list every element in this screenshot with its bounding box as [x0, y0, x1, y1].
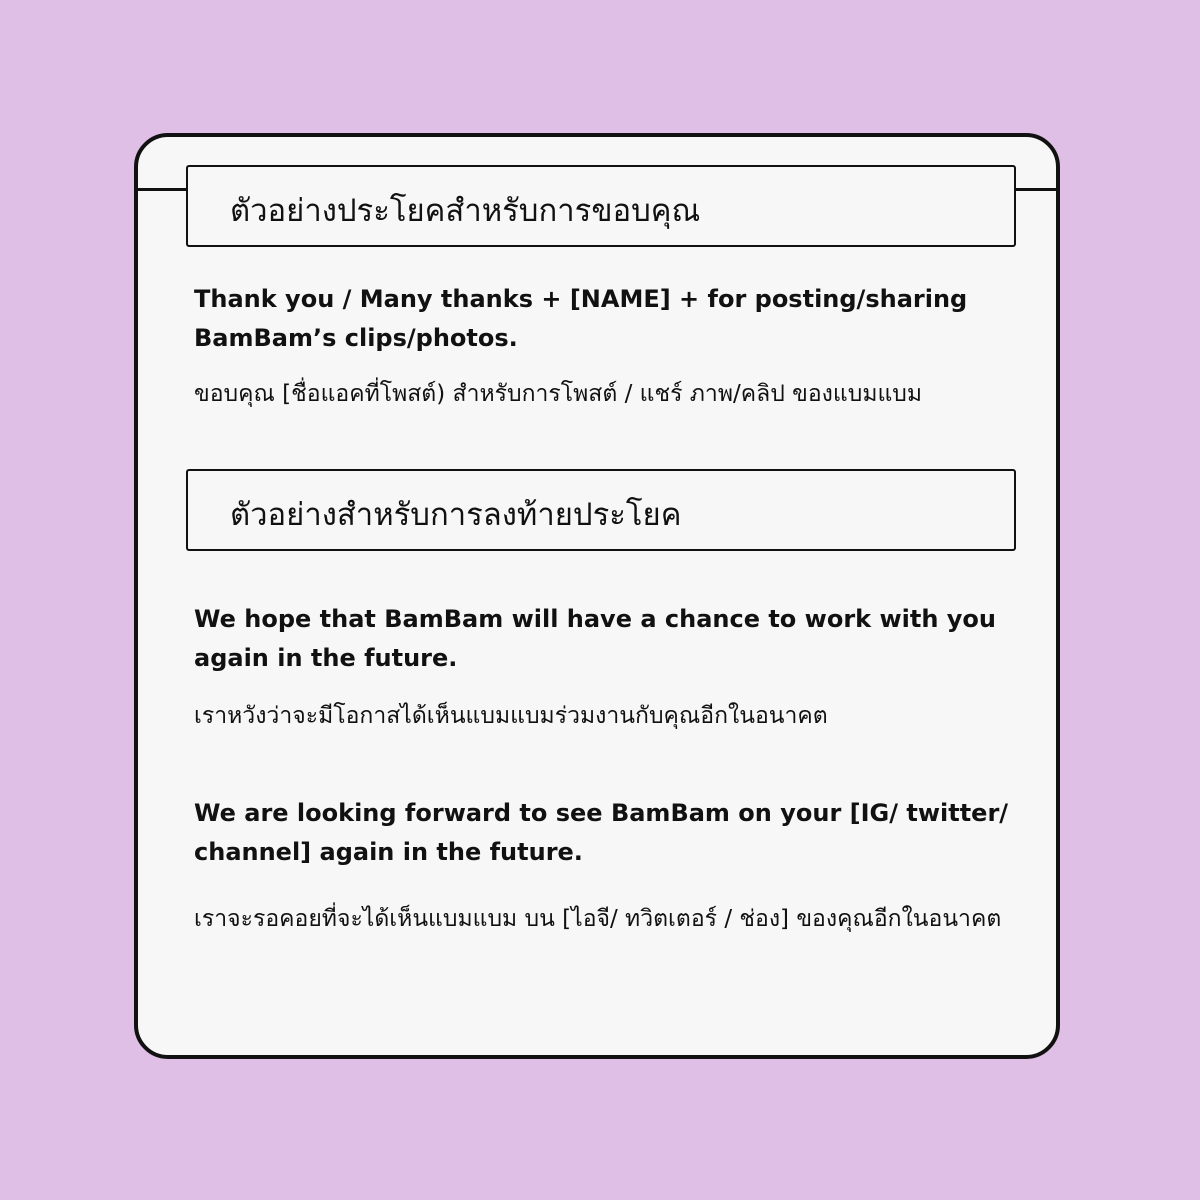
thanks-english-sentence: Thank you / Many thanks + [NAME] + for posting/sharing BamBam’s clips/photos. [194, 285, 968, 352]
thanks-thai-sentence: ขอบคุณ [ชื่อแอคที่โพสต์) สำหรับการโพสต์ / แชร์ ภาพ/คลิป ของแบมแบม [194, 381, 923, 407]
section-heading-closing [186, 469, 1016, 551]
closing-english-sentence-1: We hope that BamBam will have a chance to work with you again in the future. [194, 605, 996, 672]
closing-thai-sentence-2: เราจะรอคอยที่จะได้เห็นแบมแบม บน [ไอจี/ ทวิตเตอร์ / ช่อง] ของคุณอีกในอนาคต [194, 906, 1002, 932]
section-heading-thanks [186, 165, 1016, 247]
content-card [134, 133, 1060, 1059]
closing-thai-sentence-1: เราหวังว่าจะมีโอกาสได้เห็นแบมแบมร่วมงานกับคุณอีกในอนาคต [194, 703, 828, 729]
closing-english-sentence-2: We are looking forward to see BamBam on your [IG/ twitter/ channel] again in the future. [194, 799, 1009, 866]
section-heading-text: ตัวอย่างประโยคสำหรับการขอบคุณ [230, 193, 701, 229]
section-heading-text: ตัวอย่างสำหรับการลงท้ายประโยค [230, 497, 682, 533]
top-divider-left [138, 188, 190, 191]
